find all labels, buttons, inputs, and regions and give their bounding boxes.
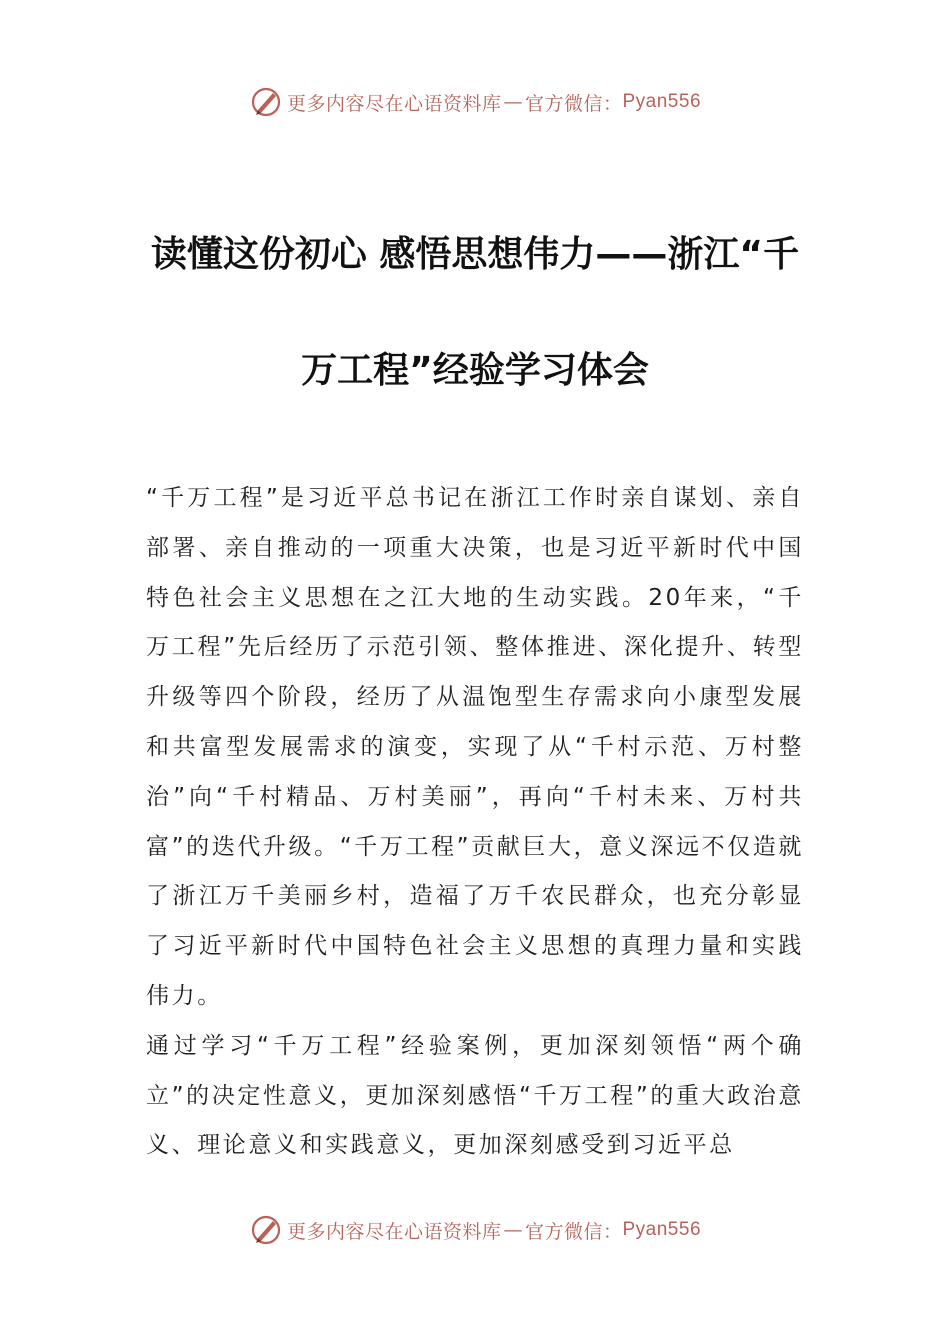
pen-in-circle-icon — [249, 85, 283, 119]
watermark-text: 更多内容尽在心语资料库 — [286, 92, 502, 115]
watermark-contact-id: Pyan556 — [622, 1219, 702, 1240]
watermark-contact-id: Pyan556 — [622, 91, 702, 112]
document-title-line-2: 万工程”经验学习体会 — [301, 350, 649, 391]
body-paragraph-2: 通过学习“千万工程”经验案例，更加深刻领悟“两个确立”的决定性意义，更加深刻感悟“千万工程”的重大政治意义、理论意义和实践意义，更加深刻感受到习近平总 — [146, 1032, 804, 1159]
watermark-separator: — — [503, 1219, 523, 1241]
document-body — [146, 474, 804, 1171]
pen-in-circle-icon — [249, 1213, 283, 1247]
watermark-text: 更多内容尽在心语资料库 — [286, 1220, 502, 1243]
watermark-separator: — — [503, 91, 523, 113]
watermark-contact-label: 官方微信： — [524, 1220, 623, 1243]
footer-watermark — [0, 1210, 950, 1250]
header-watermark — [0, 82, 950, 122]
watermark-contact-label: 官方微信： — [524, 92, 623, 115]
body-paragraph-1: “千万工程”是习近平总书记在浙江工作时亲自谋划、亲自部署、亲自推动的一项重大决策，也是习近平新时代中国特色社会主义思想在之江大地的生动实践。20年来，“千万工程”先后经历了示范引领、整体推进、深化提升、转型升级等四个阶段，经历了从温饱型生存需求向小康型发展和共富型发展需求的演变，实现了从“千村示范、万村整治”向“千村精品、万村美丽”，再向“千村未来、万村共富”的迭代升级。“千万工程”贡献巨大，意义深远不仅造就了浙江万千美丽乡村，造福了万千农民群众，也充分彰显了习近平新时代中国特色社会主义思想的真理力量和实践伟力。 — [146, 485, 804, 1009]
document-title-line-1: 读懂这份初心 感悟思想伟力——浙江“千 — [150, 234, 800, 275]
